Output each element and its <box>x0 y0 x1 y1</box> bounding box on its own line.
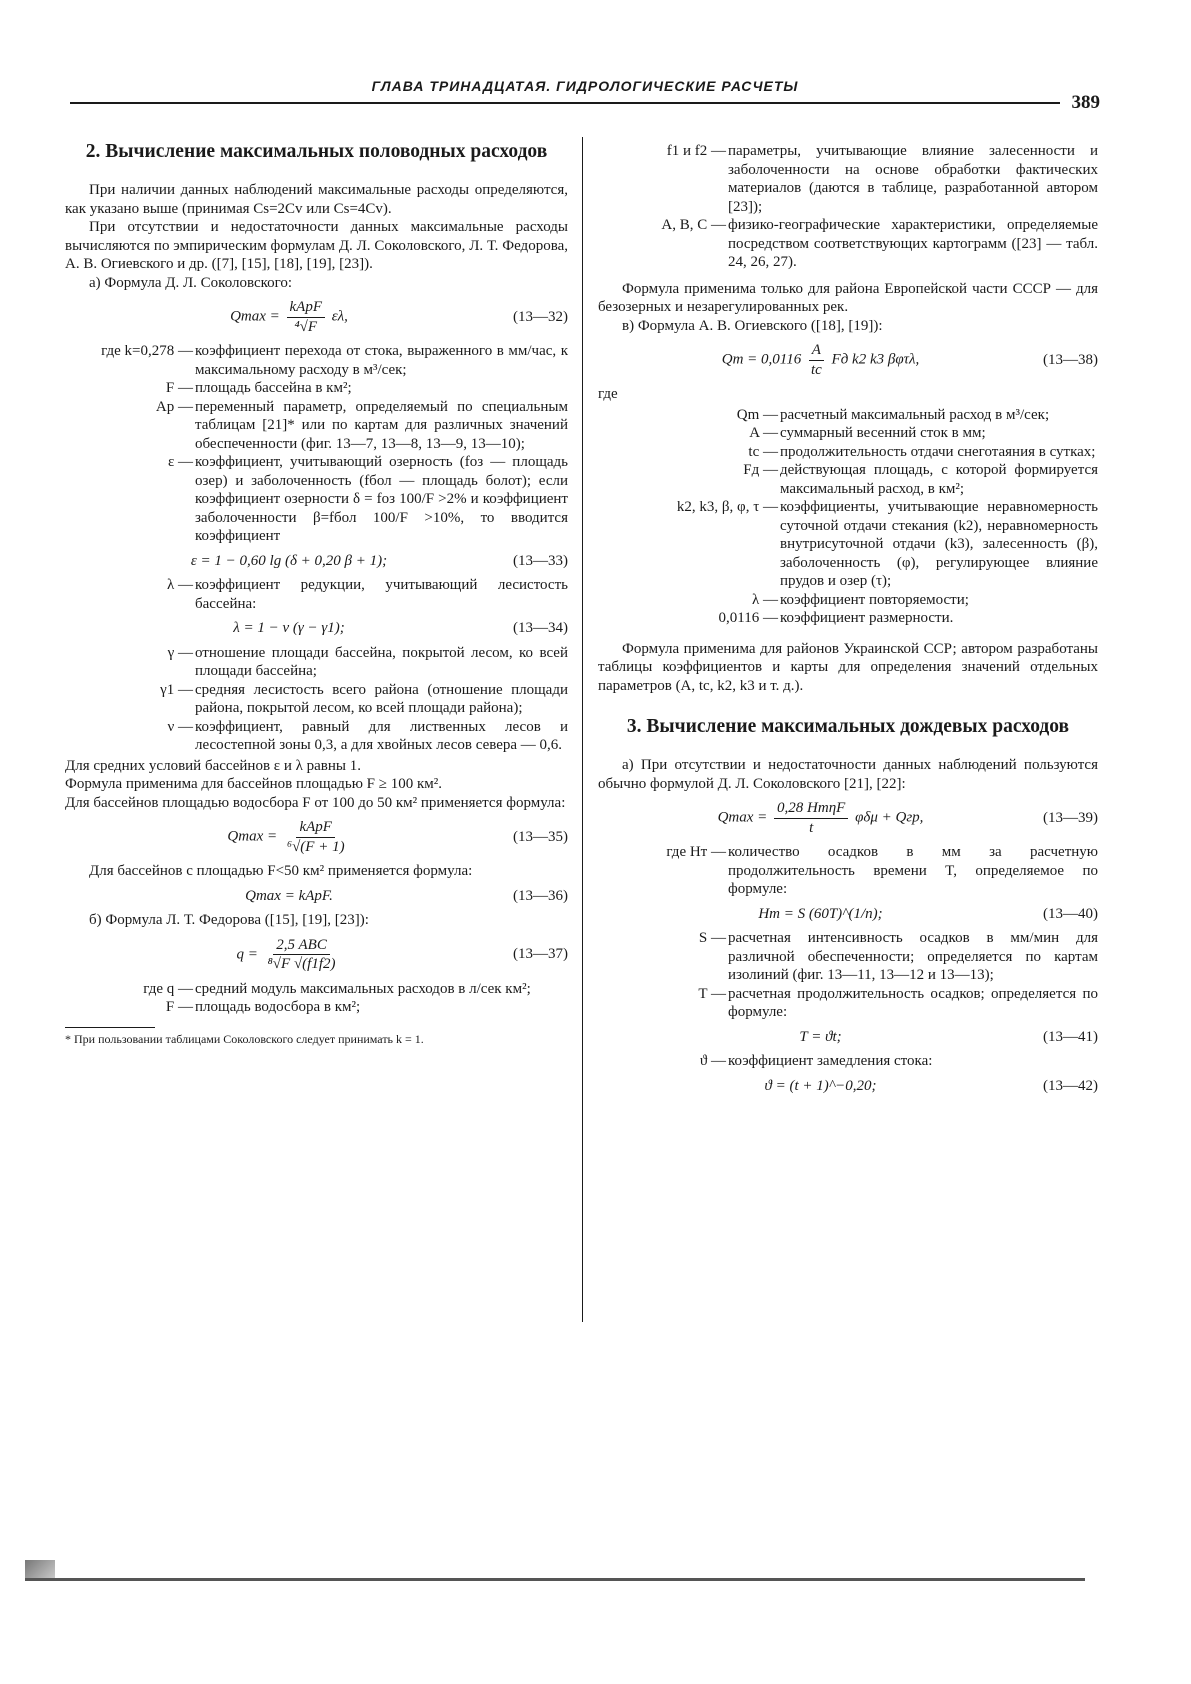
formula-13-32 <box>65 298 568 336</box>
formula-13-33 <box>65 552 568 571</box>
formula-13-38 <box>598 341 1098 379</box>
fraction-denominator: ⁶√(F + 1) <box>286 838 345 855</box>
where-label: где <box>598 386 618 402</box>
paragraph: Для средних условий бассейнов ε и λ равны 1. <box>65 757 361 774</box>
formula-tail: φδμ + Qгр, <box>855 809 924 826</box>
formula-tail: ελ, <box>331 308 348 325</box>
definition-text: коэффициент перехода от стока, выраженного в мм/час, к максимальному расходу в м³/сек; <box>195 343 568 378</box>
equation-number: (13—34) <box>513 620 568 636</box>
fraction <box>287 298 325 336</box>
formula-expression: Hт = S (60T)^(1/n); <box>758 905 883 922</box>
definition <box>598 406 1098 425</box>
equation-number: (13—40) <box>1043 905 1098 922</box>
fraction-numerator: kApF <box>296 818 334 838</box>
scan-edge <box>25 1578 1085 1581</box>
definition <box>65 718 568 755</box>
definition-symbol: 0,0116 — <box>718 610 778 626</box>
definition-text: расчетная продолжительность осадков; определяется по формуле: <box>728 985 1098 1020</box>
definition <box>598 424 1098 443</box>
definition-symbol: f1 и f2 — <box>666 143 726 159</box>
definition-symbol: Ap — <box>155 398 193 415</box>
fraction-numerator: 2,5 ABC <box>273 936 330 956</box>
fraction-numerator: A <box>809 341 824 361</box>
definitions-list <box>65 342 568 546</box>
definition-text: коэффициент редукции, учитывающий лесистость бассейна: <box>195 577 568 612</box>
item-a-heading: а) Формула Д. Л. Соколовского: <box>89 274 293 291</box>
formula-lhs: q = <box>236 945 258 962</box>
equation-number: (13—38) <box>1043 351 1098 368</box>
definition-symbol: γ1 — <box>160 681 193 698</box>
definition-symbol: где Hт — <box>666 844 726 860</box>
definition-text: коэффициент замедления стока: <box>728 1053 933 1069</box>
definition-text: расчетная интенсивность осадков в мм/мин для различной обеспеченности; определяется по картам изолиний (фиг. 13—11, 13—12 и 13—13); <box>728 930 1098 983</box>
paragraph: При наличии данных наблюдений максимальные расходы определяются, как указано выше (принимая Cs=2Cv или Cs=4Cv). <box>65 182 568 217</box>
formula-13-41 <box>598 1028 1098 1047</box>
definition <box>598 498 1098 591</box>
definitions-list <box>598 843 1098 899</box>
header-rule <box>70 102 1060 104</box>
definitions-list <box>65 576 568 613</box>
formula-tail: Fд k2 k3 βφτλ, <box>831 351 920 368</box>
equation-number: (13—37) <box>513 946 568 963</box>
definition <box>65 980 568 999</box>
definition-symbol: ν — <box>167 718 193 735</box>
definitions-list <box>598 1052 1098 1071</box>
definition <box>598 591 1098 610</box>
definition-symbol: F — <box>165 380 193 396</box>
definition-symbol: Fд — <box>743 462 778 478</box>
definition-text: физико-географические характеристики, определяемые посредством соответствующих картограмм ([23] — табл. 24, 26, 27). <box>728 217 1098 270</box>
definition-text: площадь бассейна в км²; <box>195 380 352 396</box>
equation-number: (13—35) <box>513 828 568 845</box>
definition-text: суммарный весенний сток в мм; <box>780 425 986 441</box>
definition-symbol: k2, k3, β, φ, τ — <box>676 499 778 515</box>
formula-lhs: Qmax = <box>230 308 280 325</box>
definition <box>65 453 568 546</box>
definition <box>65 644 568 681</box>
definition-symbol: A, B, C — <box>661 217 726 233</box>
paragraph: Для бассейнов площадью водосбора F от 100 до 50 км² применяется формула: <box>65 794 566 811</box>
definition-symbol: ε — <box>167 454 193 470</box>
definition <box>65 998 568 1017</box>
definition <box>598 216 1098 272</box>
fraction <box>808 341 825 379</box>
definition-text: отношение площади бассейна, покрытой лесом, ко всей площади бассейна; <box>195 644 568 679</box>
definition-text: параметры, учитывающие влияние залесенности и заболоченности на основе обработки фактических материалов (даются в таблице, разработанной автором [23]); <box>728 143 1098 215</box>
definition-symbol: S — <box>698 930 726 946</box>
definitions-list <box>598 142 1098 272</box>
definitions-list <box>598 929 1098 1022</box>
definition <box>598 1052 1098 1071</box>
definition <box>65 379 568 398</box>
definition-text: действующая площадь, с которой формируется максимальный расход, в км²; <box>780 462 1098 497</box>
definitions-list <box>598 406 1098 628</box>
paragraph: Формула применима для бассейнов площадью F ≥ 100 км². <box>65 776 443 792</box>
definition-text: средний модуль максимальных расходов в л/сек км²; <box>195 980 531 997</box>
section-2-title: 2. Вычисление максимальных половодных расходов <box>85 141 548 162</box>
fraction-denominator: tc <box>810 361 822 378</box>
definition-text: коэффициент размерности. <box>780 610 954 626</box>
formula-13-34 <box>65 619 568 638</box>
definition-text: переменный параметр, определяемый по специальным таблицам [21]* или по картам для различных значений обеспеченности (фиг. 13—7, 13—8, 13—9, 13—10); <box>195 398 568 452</box>
fraction-denominator: t <box>809 819 814 836</box>
fraction-denominator: ⁴√F <box>294 318 318 335</box>
definitions-list <box>65 644 568 755</box>
formula-13-42 <box>598 1077 1098 1096</box>
paragraph: а) При отсутствии и недостаточности данных наблюдений пользуются обычно формулой Д. Л. Соколовского [21], [22]: <box>598 757 1098 792</box>
definition-text: коэффициент повторяемости; <box>780 591 969 608</box>
formula-13-40 <box>598 905 1098 924</box>
definition <box>598 443 1098 462</box>
definition-text: коэффициент, равный для лиственных лесов и лесостепной зоны 0,3, а для хвойных лесов севера — 0,6. <box>195 718 568 753</box>
column-divider <box>582 137 583 1322</box>
footnote-rule <box>65 1027 155 1028</box>
formula-13-37 <box>65 936 568 974</box>
definition-text: расчетный максимальный расход в м³/сек; <box>780 406 1050 423</box>
paragraph: Формула применима только для района Европейской части СССР — для безозерных и незарегулированных рек. <box>598 280 1098 315</box>
item-c-heading: в) Формула А. В. Огиевского ([18], [19]): <box>622 317 883 334</box>
definition-text: средняя лесистость всего района (отношение площади района, покрытой лесом, ко всей площади района); <box>195 681 568 716</box>
definition <box>598 461 1098 498</box>
definition-symbol: λ — <box>751 591 778 608</box>
definition-symbol: λ — <box>166 577 193 593</box>
left-column <box>65 140 568 1046</box>
definition-text: коэффициенты, учитывающие неравномерность суточной отдачи стекания (k2), неравномерность внутрисуточной отдачи (k3), залесенность (β), заболоченность (φ), регулирующее влияние прудов и озер (τ); <box>780 499 1098 589</box>
formula-expression: λ = 1 − ν (γ − γ1); <box>233 620 345 636</box>
definition <box>65 576 568 613</box>
definitions-list <box>65 980 568 1017</box>
fraction-numerator: kApF <box>287 298 325 318</box>
page-number: 389 <box>1071 92 1100 113</box>
formula-expression: T = ϑt; <box>799 1028 842 1045</box>
scan-shadow <box>25 1560 55 1580</box>
equation-number: (13—42) <box>1043 1077 1098 1094</box>
item-b-heading: б) Формула Л. Т. Федорова ([15], [19], [23]): <box>89 912 369 928</box>
formula-13-39 <box>598 799 1098 837</box>
definition <box>598 985 1098 1022</box>
definition-text: площадь водосбора в км²; <box>195 999 361 1015</box>
definition-symbol: F — <box>165 999 193 1015</box>
fraction <box>774 799 848 837</box>
definition-text: продолжительность отдачи снеготаяния в сутках; <box>780 443 1096 460</box>
right-column <box>598 140 1098 1101</box>
formula-lhs: Qm = 0,0116 <box>721 351 802 368</box>
formula-13-36 <box>65 887 568 906</box>
running-head: ГЛАВА ТРИНАДЦАТАЯ. ГИДРОЛОГИЧЕСКИЕ РАСЧЕТЫ <box>371 78 799 94</box>
formula-expression: Qmax = kApF. <box>245 887 333 904</box>
definition <box>598 609 1098 628</box>
definition-symbol: Qm — <box>736 406 778 423</box>
definition <box>598 142 1098 216</box>
formula-lhs: Qmax = <box>717 809 768 826</box>
footnote: * При пользовании таблицами Соколовского следует принимать k = 1. <box>65 1031 424 1046</box>
definition-symbol: где q — <box>143 980 193 997</box>
definition-symbol: γ — <box>167 644 193 661</box>
equation-number: (13—41) <box>1043 1028 1098 1045</box>
formula-13-35 <box>65 818 568 856</box>
definition <box>65 681 568 718</box>
fraction-denominator: ⁸√F √(f1f2) <box>267 956 336 972</box>
formula-lhs: Qmax = <box>227 828 278 845</box>
paragraph: При отсутствии и недостаточности данных максимальные расходы вычисляются по эмпирическим формулам Д. Л. Соколовского, Л. Т. Федорова, А. В. Огиевского и др. ([7], [15], [18], [19], [23]). <box>65 219 568 272</box>
definition-symbol: T — <box>698 985 726 1002</box>
formula-expression: ε = 1 − 0,60 lg (δ + 0,20 β + 1); <box>190 552 388 569</box>
definition-text: количество осадков в мм за расчетную продолжительность времени T, определяемое по формуле: <box>728 844 1098 897</box>
formula-expression: ϑ = (t + 1)^−0,20; <box>764 1077 877 1094</box>
definition-symbol: A — <box>749 425 778 441</box>
equation-number: (13—36) <box>513 887 568 904</box>
equation-number: (13—39) <box>1043 809 1098 826</box>
paragraph: Формула применима для районов Украинской ССР; автором разработаны таблицы коэффициентов и карты для определения значений отдельных параметров (A, tc, k2, k3 и т. д.). <box>598 640 1098 694</box>
definition-symbol: ϑ — <box>699 1053 726 1069</box>
equation-number: (13—33) <box>513 552 568 569</box>
fraction <box>284 818 348 856</box>
definition <box>598 843 1098 899</box>
paragraph: Для бассейнов с площадью F<50 км² применяется формула: <box>89 863 473 879</box>
definition-symbol: tc — <box>748 443 778 460</box>
fraction <box>265 936 339 974</box>
definition <box>598 929 1098 985</box>
definition <box>65 398 568 454</box>
definition <box>65 342 568 379</box>
section-3-title: 3. Вычисление максимальных дождевых расходов <box>626 716 1070 737</box>
fraction-numerator: 0,28 HтηF <box>774 799 848 819</box>
equation-number: (13—32) <box>513 308 568 325</box>
definition-symbol: где k=0,278 — <box>101 343 193 359</box>
definition-text: коэффициент, учитывающий озерность (fоз — площадь озер) и заболоченность (fбол — площадь болот); если коэффициент озерности δ = fоз 100/F >2% и коэффициент заболоченности β=fбол 100/F >10%, то вводится коэффициент <box>195 454 568 544</box>
